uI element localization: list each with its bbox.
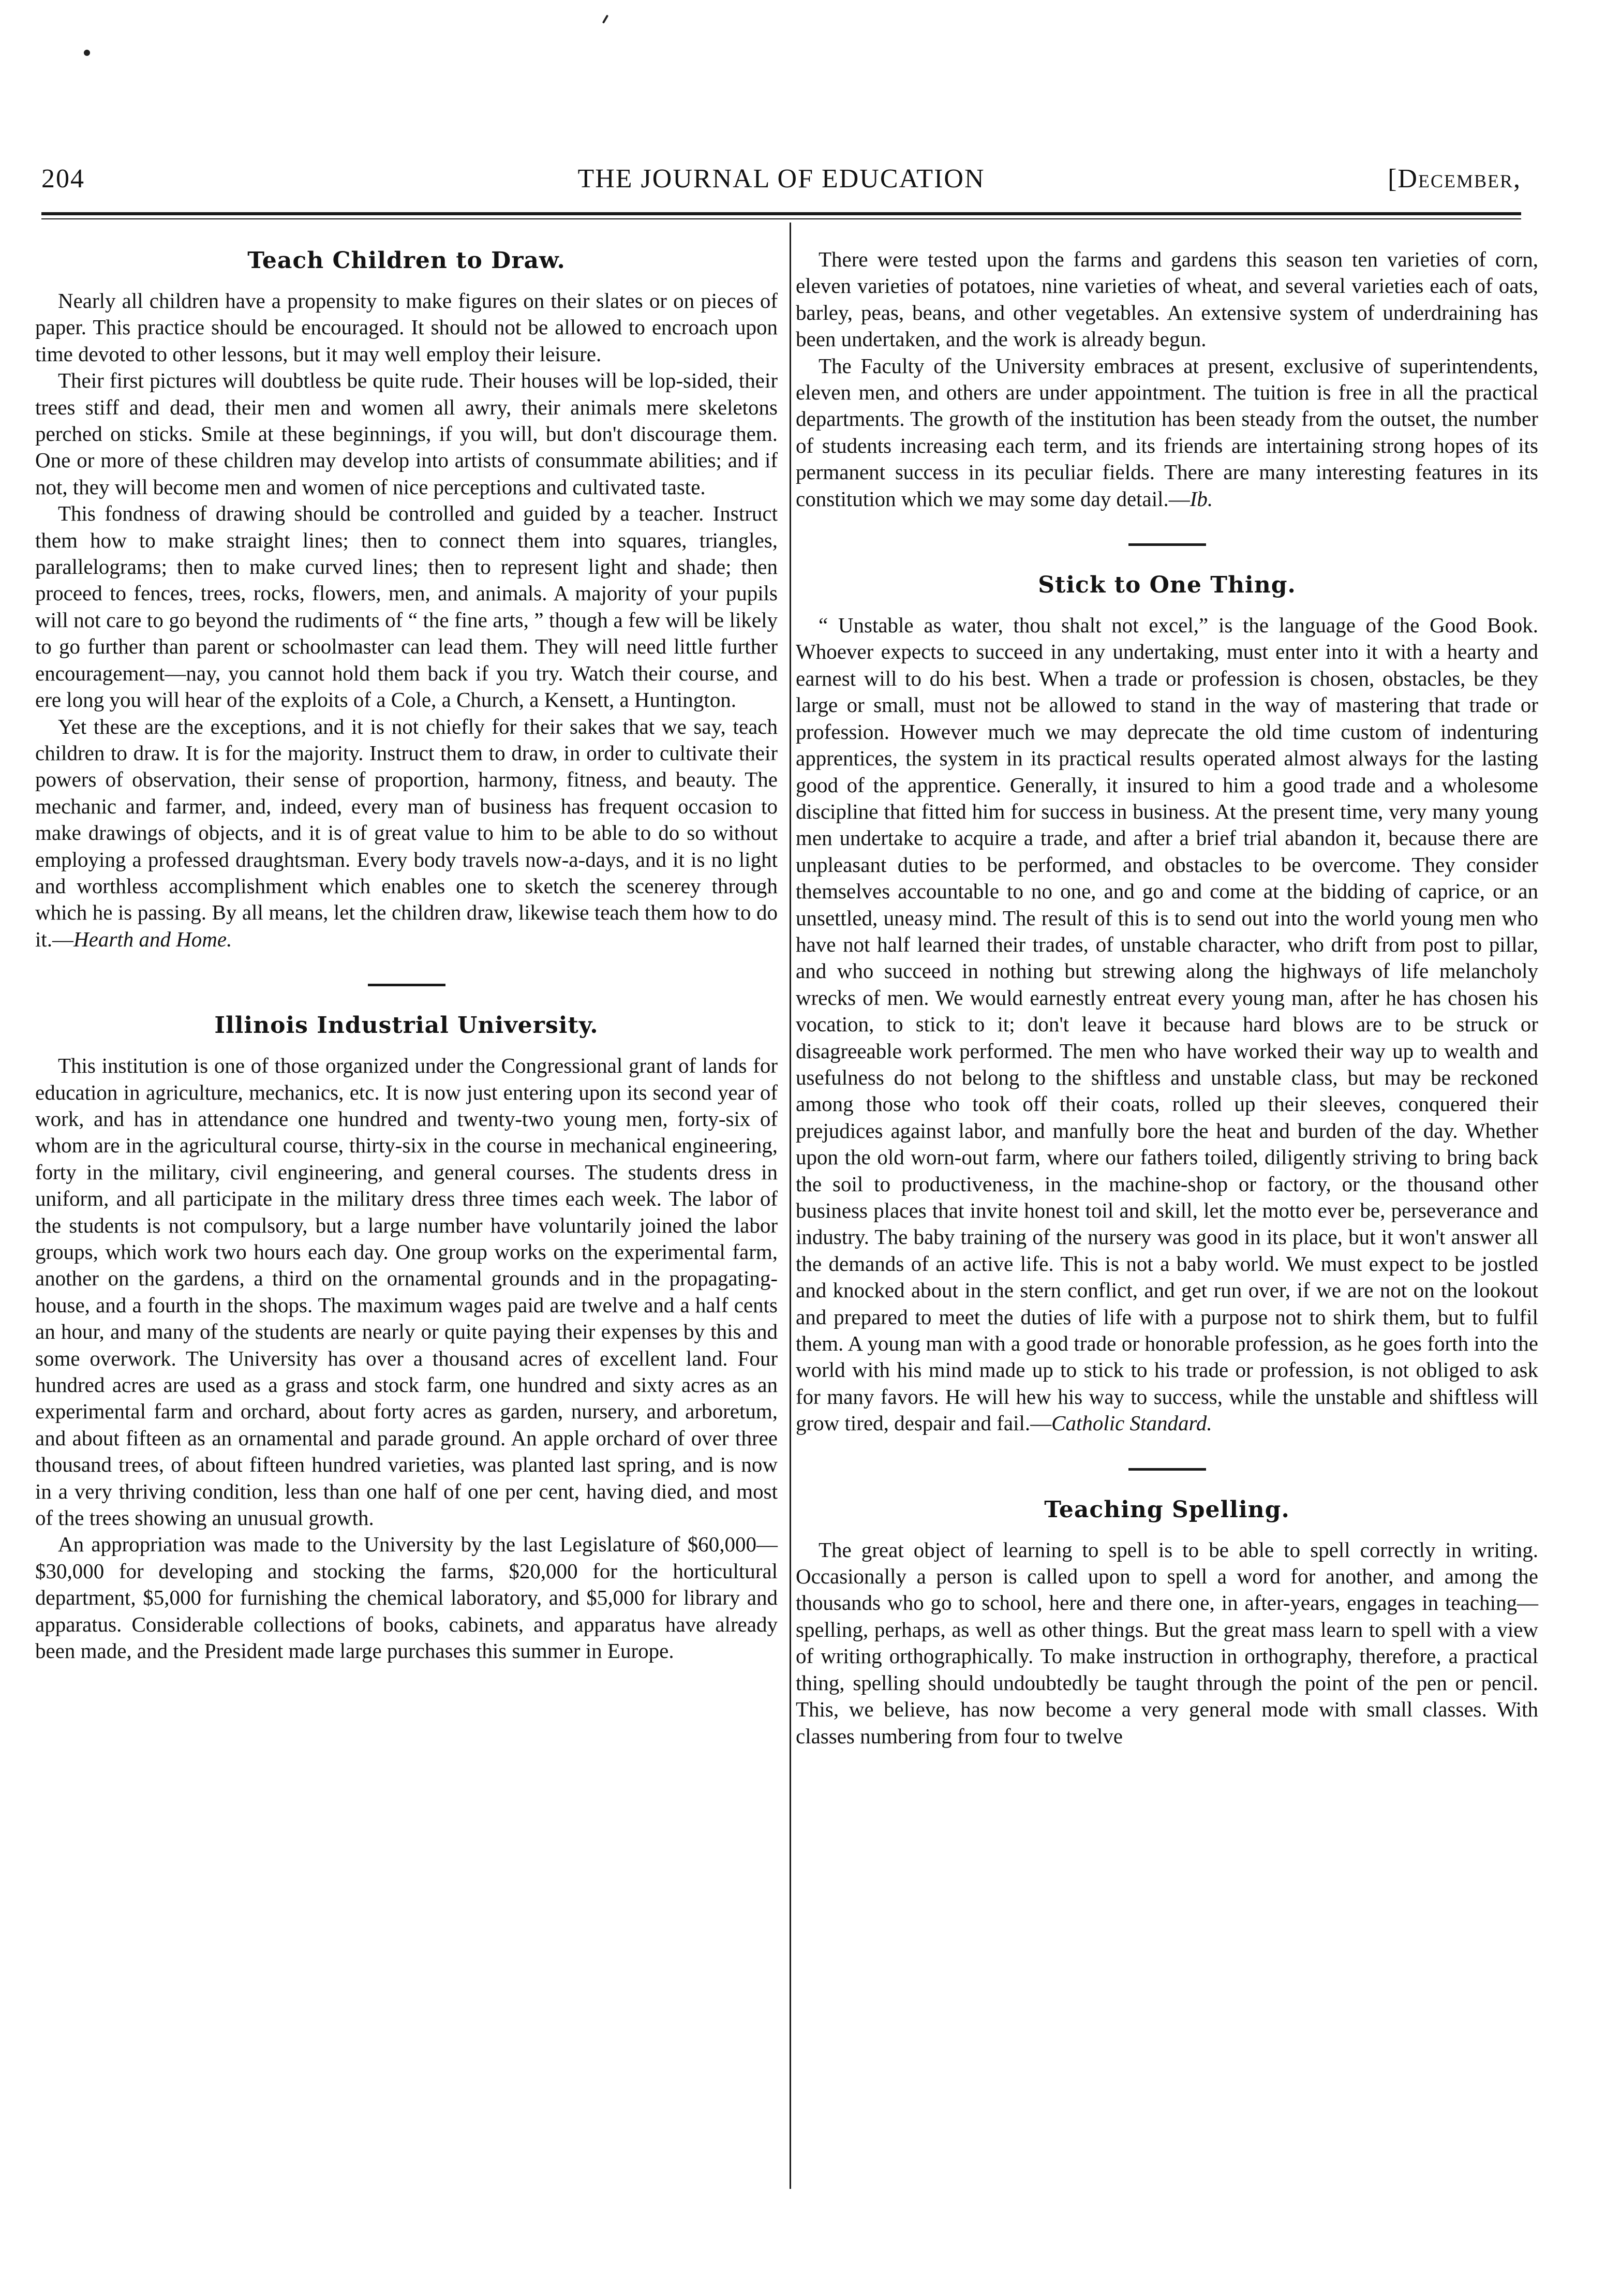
left-column	[35, 233, 778, 1665]
article-title-stick-to-one-thing: Stick to One Thing.	[1038, 572, 1296, 599]
page-header	[41, 155, 1521, 202]
article-paragraph: This institution is one of those organized under the Congressional grant of lands for education in agriculture, mechanics, etc. It is now just entering upon its second year of work, and has in attendance one hundred and twenty-two young men, forty-six of whom are in the agricultural course, thirty-six in the course in mechanical engineering, forty in the military, civil engineering, and general courses. The students dress in uniform, and all participate in the military dress three times each week. The labor of the students is not compulsory, but a large number have voluntarily joined the labor groups, which work two hours each day. One group works on the experimental farm, another on the gardens, a third on the ornamental grounds and in the propagating-house, and a fourth in the shops. The maximum wages paid are twelve and a half cents an hour, and many of the students are nearly or quite paying their expenses by this and some overwork. The University has over a thousand acres of excellent land. Four hundred acres are used as a grass and stock farm, one hundred and sixty acres as an experimental farm and orchard, about forty acres as garden, nursery, and arboretum, and about fifteen as an ornamental and parade ground. An apple orchard of over three thousand trees, of about fifteen hundred varieties, was planted last spring, and is now in a very thriving condition, less than one half of one per cent, having died, and most of the trees showing an unusual growth.	[35, 1054, 778, 1530]
article-paragraph-with-source	[796, 612, 1538, 1437]
article-title-teach-children-to-draw: Teach Children to Draw.	[247, 247, 566, 274]
header-month: [December,	[1388, 164, 1521, 194]
article-paragraph: Nearly all children have a propensity to make figures on their slates or on pieces of paper. This practice should be encouraged. It should not be allowed to encroach upon time devoted to other lessons, but it may well employ their leisure.	[35, 289, 778, 366]
page-number: 204	[41, 164, 85, 194]
article-source: Ib.	[1189, 486, 1213, 511]
article-paragraph: An appropriation was made to the University by the last Legislature of $60,000—$30,000 for developing and stocking the farms, $20,000 for the horticultural department, $5,000 for furnishing the chemical laboratory, and $5,000 for library and apparatus. Considerable collections of books, cabinets, and apparatus have already been made, and the President made large purchases this summer in Europe.	[35, 1532, 778, 1663]
article-paragraph-with-source	[796, 353, 1538, 512]
header-rule-thin	[41, 218, 1521, 219]
section-separator	[368, 984, 445, 986]
article-paragraph: This fondness of drawing should be controlled and guided by a teacher. Instruct them how to make straight lines; then to connect them into squares, triangles, parallelograms; then to make curved lines; then to represent light and shade; then proceed to fences, trees, rocks, flowers, men, and animals. A majority of your pupils will not care to go beyond the rudiments of “ the fine arts, ” though a few will be likely to go further than parent or schoolmaster can lead them. They will need little further encouragement—nay, you cannot hold them back if you try. Watch their course, and ere long you will hear of the exploits of a Cole, a Church, a Kensett, a Huntington.	[35, 501, 778, 712]
paragraph-text: Yet these are the exceptions, and it is not chiefly for their sakes that we say, teach children to draw. It is for the majority. Instruct them to draw, in order to cultivate their powers of observation, their sense of proportion, harmony, fitness, and beauty. The mechanic and farmer, and, indeed, every man of business has frequent occasion to make drawings of objects, and it is of great value to him to be able to do so without employing a professed draughtsman. Every body travels now-a-days, and it is no light and worthless accomplishment which enables one to sketch the scenerey through which he is passing. By all means, let the children draw, likewise teach them how to do it.—	[35, 714, 778, 951]
paragraph-text: “ Unstable as water, thou shalt not excel,” is the language of the Good Book. Whoever expects to succeed in any undertaking, must enter into it with a hearty and earnest will to do his best. When a trade or profession is chosen, obstacles, be they large or small, must not be allowed to stand in the way of mastering that trade or profession. However much we may deprecate the old time custom of indenturing apprentices, the system in its practical results operated almost always for the lasting good of the apprentice. Generally, it insured to him a good trade and a wholesome discipline that fitted him for success in business. At the present time, very many young men undertake to acquire a trade, and after a brief trial abandon it, because there are unpleasant duties to be performed, and obstacles to be overcome. They consider themselves accountable to no one, and go and come at the bidding of caprice, or an unsettled, uneasy mind. The result of this is to send out into the world young men who have not half learned their trades, of unstable character, who drift from post to pillar, and who succeed in nothing but strewing along the highways of life melancholy wrecks of men. We would earnestly entreat every young man, after he has chosen his vocation, to stick to it; don't leave it because hard blows are to be struck or disagreeable work performed. The men who have worked their way up to wealth and usefulness do not belong to the shiftless and unstable class, but may be reckoned among those who took off their coats, rolled up their sleeves, conquered their prejudices against labor, and manfully bore the heat and burden of the day. Whether upon the old worn-out farm, where our fathers toiled, diligently striving to bring back the soil to productiveness, in the machine-shop or factory, or the thousand other business places that invite honest toil and skill, let the motto ever be, perseverance and industry. The baby training of the nursery was good in its place, but it won't answer all the demands of an active life. This is not a baby world. We must expect to be jostled and knocked about in the stern conflict, and get run over, if we are not on the lookout and prepared to meet the duties of life with a purpose not to shirk them, but to fulfil them. A young man with a good trade or honorable profession, as he goes forth into the world with his mind made up to stick to his trade or profession, is not obliged to ask for many favors. He will hew his way to success, while the unstable and shiftless will grow tired, despair and fail.—	[796, 613, 1538, 1435]
section-separator	[1128, 543, 1206, 546]
article-paragraph: There were tested upon the farms and gardens this season ten varieties of corn, eleven varieties of potatoes, nine varieties of wheat, and several varieties each of oats, barley, peas, beans, and other vegetables. An extensive system of underdraining has been undertaken, and the work is already begun.	[796, 247, 1538, 351]
print-speck	[84, 50, 90, 56]
paragraph-text: The Faculty of the University embraces at present, exclusive of superintendents, eleven men, and others are under appointment. The tuition is free in all the practical departments. The growth of the institution has been steady from the outset, the number of students increasing each term, and its friends are intertaining strong hopes of its permanent success in its peculiar fields. There are many interesting features in its constitution which we may some day detail.—	[796, 353, 1538, 511]
article-source: Hearth and Home.	[73, 927, 232, 951]
article-paragraph: Their first pictures will doubtless be quite rude. Their houses will be lop-sided, their trees stiff and dead, their men and women all awry, their animals mere skeletons perched on sticks. Smile at these beginnings, if you will, but don't discourage them. One or more of these children may develop into artists of consummate abilities; and if not, they will become men and women of nice perceptions and cultivated taste.	[35, 368, 778, 499]
article-source: Catholic Standard.	[1051, 1411, 1212, 1435]
article-paragraph-with-source	[35, 714, 778, 953]
right-column	[796, 233, 1538, 1750]
header-rule	[41, 212, 1521, 215]
article-title-illinois-industrial-university: Illinois Industrial University.	[214, 1012, 599, 1039]
print-speck	[602, 14, 608, 24]
journal-title: THE JOURNAL OF EDUCATION	[577, 164, 985, 194]
column-divider	[790, 223, 791, 2189]
article-paragraph: The great object of learning to spell is to be able to spell correctly in writing. Occasionally a person is called upon to spell a word for another, and among the thousands who go to school, here and there one, in after-years, engages in teaching—spelling, perhaps, as well as other things. But the great mass learn to spell with a view of writing orthographically. To make instruction in orthography, therefore, a practical thing, spelling should undoubtedly be taught through the point of the pen or pencil. This, we believe, has now become a very general mode with small classes. With classes numbering from four to twelve	[796, 1537, 1538, 1748]
article-title-teaching-spelling: Teaching Spelling.	[1044, 1496, 1290, 1523]
section-separator	[1128, 1468, 1206, 1471]
